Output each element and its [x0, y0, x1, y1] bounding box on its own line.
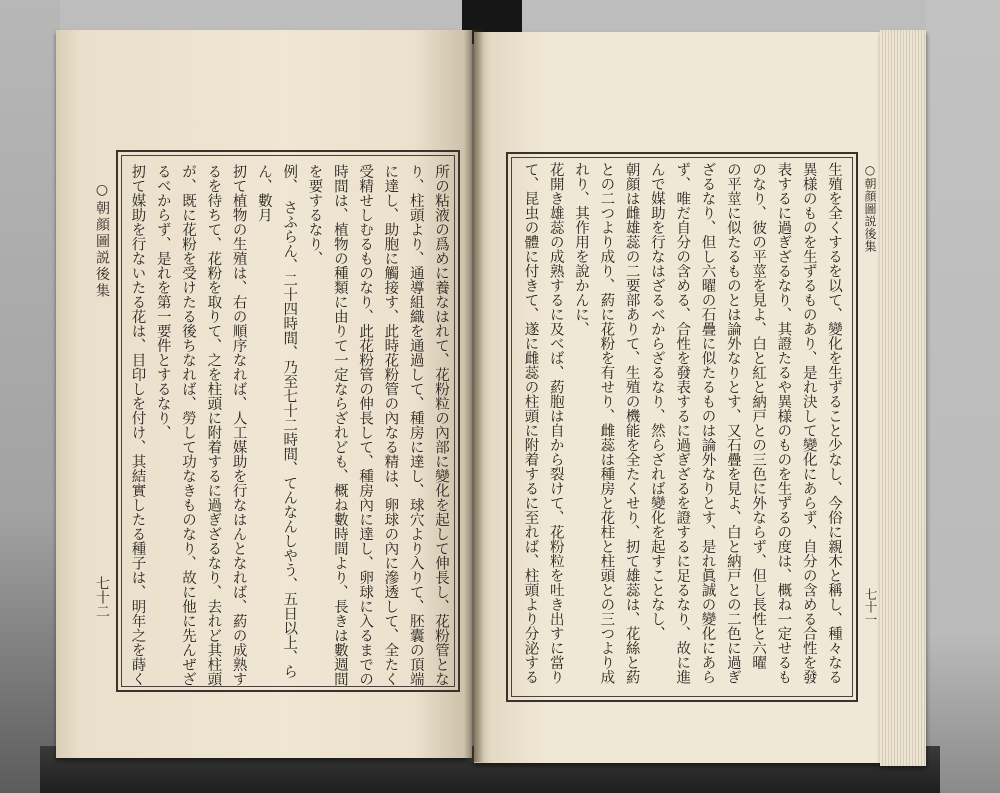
text-column: 所の粘液の爲めに養なはれて、花粉粒の內部に變化を起して伸長し、花粉管とな [433, 164, 449, 686]
text-column: 朝顔は雌雄蕊の二要部ありて、生殖の機能を全たくせり、扨て雄蕊は、花絲と葯 [623, 162, 640, 684]
text-column: ざるなり、但し六曜の石疊に似たるものは論外なりとす、是れ眞誠の變化にあら [699, 162, 716, 684]
text-column: んで媒助を行なはざるべからざるなり、然らざれば變化を起すことなし、 [648, 162, 665, 641]
gutter-shadow [464, 30, 484, 762]
text-column: るを待ちて、花粉を取りて、之を柱頭に附着するに過ぎざるなり、去れど其柱頭 [205, 164, 222, 686]
text-column: のなり、彼の平莖を見よ、白と紅と納戸との三色に外ならず、但し長性と六曜 [750, 162, 767, 670]
text-column: 異様のものを生ずるものあり、是れ決して變化にあらず、自分の含める合性を發 [800, 162, 817, 684]
text-column: れり、其作用を說かんに、 [573, 162, 590, 336]
right-page-body [516, 162, 846, 694]
text-column: に達し、助胞に觸接す、此時花粉管の內なる精は、卵球の內に滲透して、全たく [382, 164, 399, 686]
text-column: 表するに過ぎざるなり、其證たるや異様のものを生ずるの度は、概ね一定せるも [775, 162, 792, 684]
text-column: 花開き雄蕊の成熟するに及べば、葯胞は自から裂けて、花粉粒を吐き出すに當り [547, 162, 564, 684]
text-column: ん、數月 [255, 164, 272, 222]
left-page-body [124, 164, 453, 696]
text-column: ず、唯だ自分の含める、合性を發表するに過ぎざるを證するに足るなり、故に進 [674, 162, 691, 684]
text-column: が、既に花粉を受けたる後ちなれば、勞して功なきものなり、故に他に先んぜざ [180, 164, 197, 686]
running-head: ○朝顔圖説後集 [94, 182, 110, 300]
text-column: 受精せしむるものなり、此花粉管の伸長して、種房內に達し、卵球に入るまでの [357, 164, 374, 686]
page-number: 七十二 [94, 576, 110, 618]
text-column: 例、 さふらん、二十四時間、乃至七十二時間、てんなんしやう、五日以上、ら [281, 164, 298, 679]
backdrop-left [0, 0, 60, 793]
text-column: るべからず、是れを第一要件とするなり、 [154, 164, 171, 440]
text-column: との二つより成り、葯に花粉を有せり、雌蕊は種房と花柱と柱頭との三つより成 [598, 162, 615, 684]
text-column: 扨て媒助を行ないたる花は、目印しを付け、其結實したる種子は、明年之を蒔く [129, 164, 146, 686]
page-edges [880, 30, 926, 766]
text-column: 生殖を全くするを以て、變化を生ずること少なし、今俗に親木と稱し、種々なる [826, 162, 842, 684]
running-head: ○朝顔圖説後集 [863, 163, 877, 253]
text-column: の平莖に似たるものとは論外なりとす、又石疊を見よ、白と納戸との二色に過ぎ [724, 162, 741, 684]
text-column: を要するなり、 [306, 164, 323, 266]
backdrop-right [926, 0, 1000, 793]
page-number: 七十一 [863, 588, 878, 626]
text-column: り、柱頭より、通導組織を通過して、種房に達し、球穴より入りて、胚囊の頂端 [407, 164, 424, 686]
text-column: て、昆虫の體に付きて、遂に雌蕊の柱頭に附着するに至れば、柱頭より分泌する [522, 162, 539, 684]
text-column: 時間は、植物の種類に由りて一定ならざれども、概ね數時間より、長きは數週間 [331, 164, 348, 686]
text-column: 扨て植物の生殖は、右の順序なれば、人工媒助を行なはんとなれば、葯の成熟す [230, 164, 247, 686]
